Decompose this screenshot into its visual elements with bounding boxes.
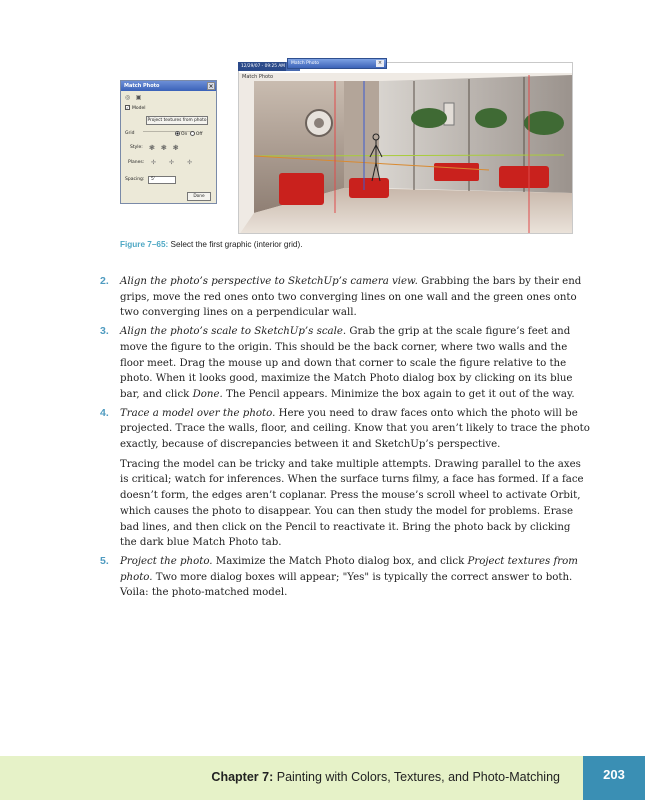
step-3 (100, 324, 590, 403)
step-body: Maximize the Match Photo dialog box, and click (215, 555, 465, 567)
scene-tab[interactable]: 12/29/07 - 09:25 AM (238, 62, 286, 71)
chapter-label: Chapter 7: (211, 770, 274, 784)
step-body-continued: Two more dialog boxes will appear; "Yes" is typically the correct answer to both. Voila: the photo-matched model. (120, 571, 573, 599)
grid-options (174, 131, 203, 137)
dialog-title-bar[interactable] (121, 81, 216, 91)
project-textures-button[interactable]: Project textures from photo (147, 118, 207, 123)
grid-style-interior-icon[interactable]: ❃ (149, 144, 161, 152)
step-2 (100, 274, 590, 321)
close-icon[interactable]: × (377, 60, 383, 66)
spacing-label: Spacing: (125, 177, 145, 182)
grid-style-above-icon[interactable]: ❃ (160, 144, 173, 152)
step-text (120, 274, 590, 321)
style-label: Style: (130, 145, 143, 150)
grid-style-below-icon[interactable]: ❃ (172, 144, 185, 152)
step-body: Here you need to draw faces onto which the photo will be projected. Trace the walls, floor, and ceiling. Know that you aren’t likely to trace the photo exactly, because of discrepancies between it and SketchUp’s perspective. (120, 407, 590, 451)
plane-red-icon[interactable]: ✢ (151, 159, 170, 166)
grid-label: Grid (125, 131, 135, 136)
step-lead: Project the photo. (120, 555, 213, 567)
camera-icons (125, 94, 141, 101)
step-body: Grab the grip at the scale figure’s feet and move the figure to the origin. This should be the back corner, where two walls and the floor meet. Drag the mouse up and down that corner to scale the figure relative to the photo. When it looks good, maximize the Match Photo dialog box by clicking on its blue bar, and click (120, 326, 573, 400)
step-text (120, 406, 590, 453)
page-footer (0, 756, 645, 800)
photo-icon[interactable]: ▣ (135, 94, 142, 101)
close-icon[interactable]: × (208, 83, 214, 90)
page-number: 203 (583, 756, 645, 800)
scene-label: Match Photo (242, 74, 274, 80)
step-text (120, 554, 590, 601)
model-label: Model (132, 106, 146, 111)
planes-label: Planes: (128, 160, 145, 165)
grid-off-radio[interactable] (190, 131, 195, 136)
figure-caption (120, 240, 302, 249)
step-number: 2. (100, 275, 109, 287)
caption-label: Figure 7–65: (120, 240, 169, 249)
step-lead: Align the photo’s scale to SketchUp’s scale. (120, 326, 347, 338)
step-5 (100, 554, 590, 601)
steps-list (100, 274, 590, 604)
step-number: 4. (100, 406, 109, 419)
match-photo-minimized-window[interactable] (287, 58, 387, 69)
plane-blue-icon[interactable]: ✢ (187, 159, 206, 166)
figure-7-65 (0, 0, 645, 250)
done-button[interactable]: Done (187, 192, 211, 201)
window-title: Match Photo (291, 61, 319, 66)
grid-on-label: On (181, 132, 188, 137)
spacing-input[interactable]: 5' (148, 176, 176, 184)
plane-icons[interactable] (151, 159, 205, 166)
chapter-heading (211, 770, 560, 784)
dialog-title: Match Photo (124, 83, 160, 89)
match-photo-dialog (120, 80, 217, 204)
camera-icon[interactable]: ◎ (125, 94, 131, 101)
step-number: 3. (100, 325, 109, 338)
match-photo-screenshot (238, 62, 573, 234)
grid-style-icons[interactable] (149, 144, 185, 152)
step-lead: Trace a model over the photo. (120, 407, 276, 419)
grid-off-label: Off (195, 132, 203, 137)
step-lead: Align the photo’s perspective to SketchUp’s camera view. (120, 276, 418, 287)
model-checkbox[interactable]: ✓ (126, 105, 130, 110)
step-paragraph: Tracing the model can be tricky and take multiple attempts. Drawing parallel to the axes is critical; watch for inferences. When the surface turns filmy, a face has formed. If a face doesn’t form, the edges aren’t coplanar. Press the mouse’s scroll wheel to activate Orbit, which causes the photo to disappear. You can then study the model for problems. Erase bad lines, and then click on the Pencil to reactivate it. Bring the photo back by clicking the dark blue Match Photo tab. (120, 458, 584, 549)
step-body: Grabbing the bars by their end grips, move the red ones onto two converging lines on one wall and the green ones onto two converging lines on a perpendicular wall. (120, 276, 582, 319)
plane-green-icon[interactable]: ✢ (169, 159, 188, 166)
interior-photo (239, 63, 573, 234)
step-number: 5. (100, 554, 109, 567)
step-emphasis: Done. (192, 388, 223, 400)
caption-text: Select the first graphic (interior grid). (170, 240, 303, 249)
step-text (120, 324, 590, 403)
step-4 (100, 406, 590, 551)
model-checkbox-row[interactable] (125, 105, 146, 111)
step-body-continued: The Pencil appears. Minimize the box again to get it out of the way. (225, 388, 575, 400)
step-emphasis: Project textures from photo. (120, 555, 578, 583)
grid-on-radio[interactable] (175, 131, 180, 136)
chapter-title: Painting with Colors, Textures, and Photo-Matching (276, 770, 560, 784)
